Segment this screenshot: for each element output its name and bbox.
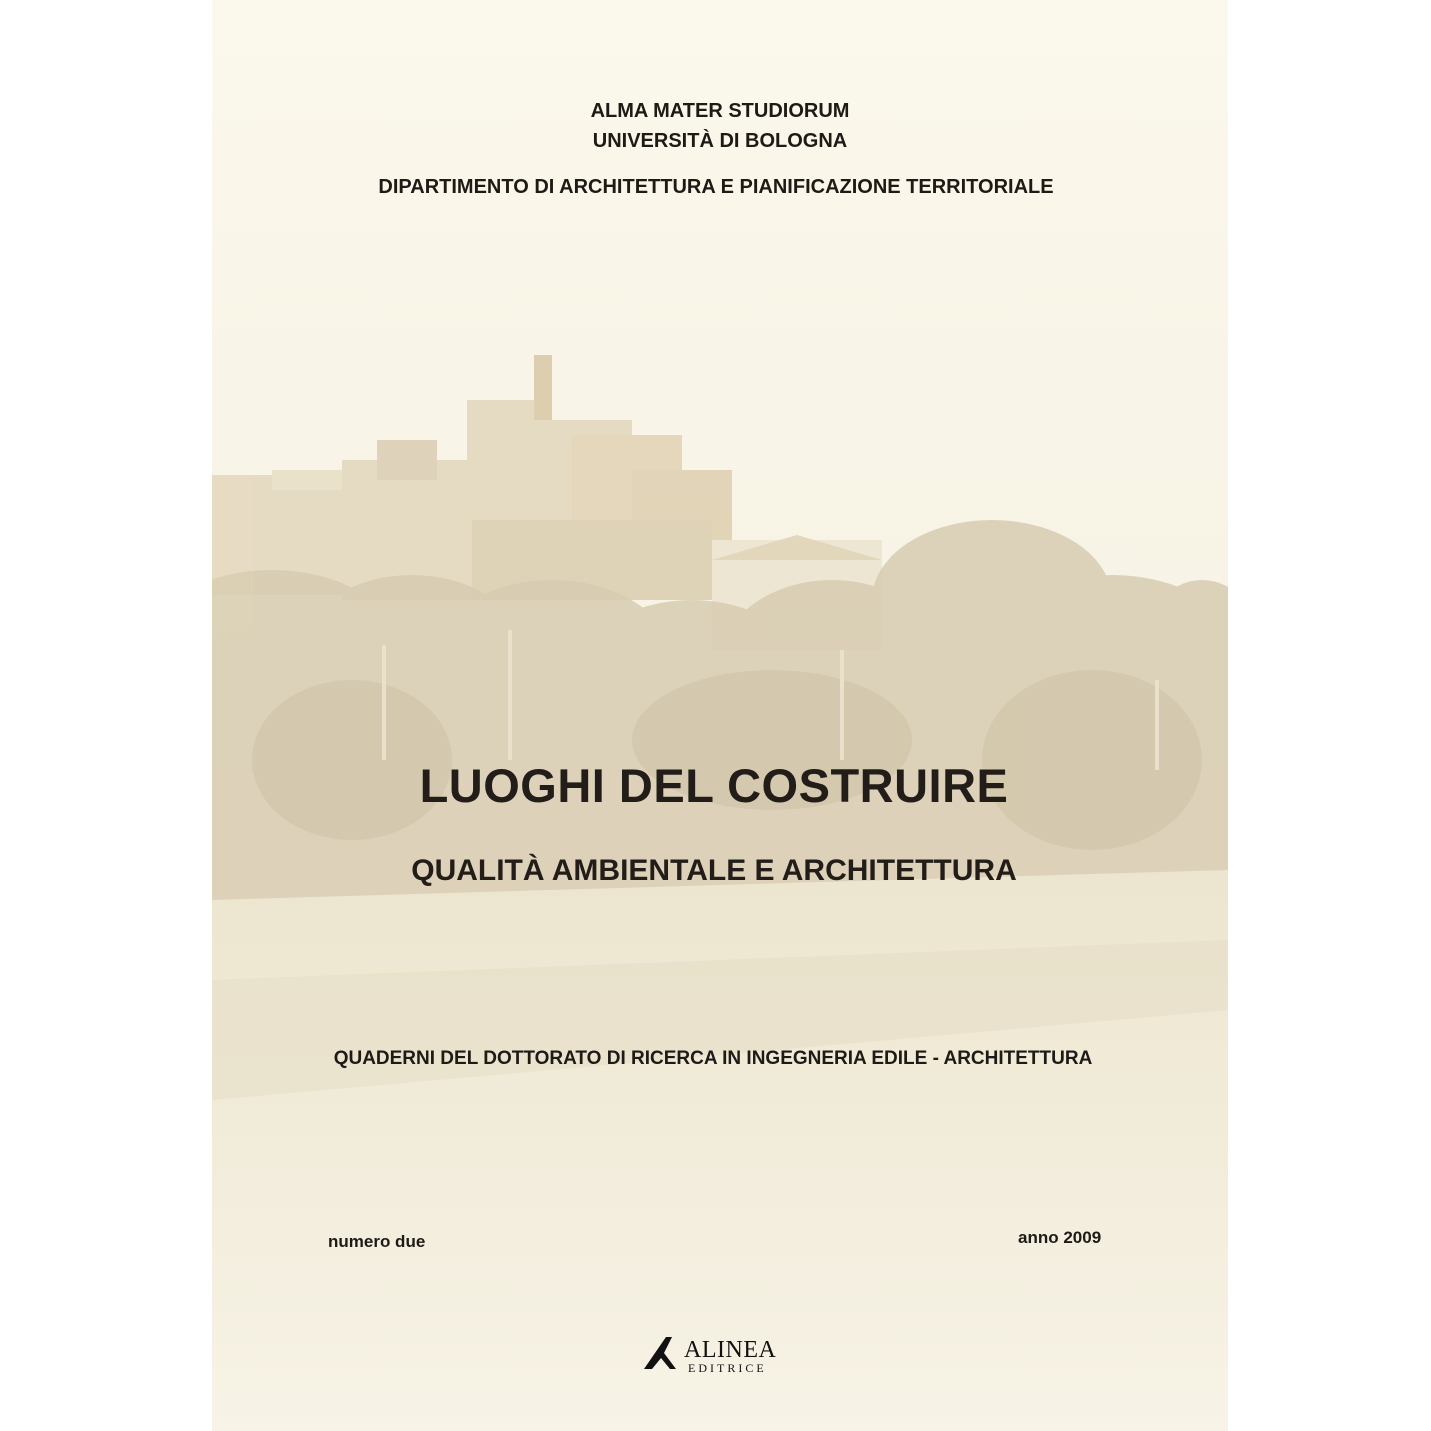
book-subtitle: QUALITÀ AMBIENTALE E ARCHITETTURA <box>411 854 1017 887</box>
book-title: LUOGHI DEL COSTRUIRE <box>419 759 1009 812</box>
publisher-a-mark-icon <box>642 1335 688 1375</box>
institution-line-1: ALMA MATER STUDIORUM <box>590 100 850 122</box>
series-name: QUADERNI DEL DOTTORATO DI RICERCA IN INGEGNERIA EDILE - ARCHITETTURA <box>333 1048 1093 1069</box>
publisher-subtitle: EDITRICE <box>688 1361 767 1375</box>
institution-line-2: UNIVERSITÀ DI BOLOGNA <box>592 130 848 152</box>
publisher-logo <box>642 1335 842 1385</box>
book-cover <box>212 0 1228 1431</box>
background-photo <box>212 0 1228 1431</box>
publisher-name: ALINEA <box>684 1337 777 1363</box>
department-name: DIPARTIMENTO DI ARCHITETTURA E PIANIFICAZIONE TERRITORIALE <box>378 176 1054 198</box>
issue-number: numero due <box>328 1232 426 1251</box>
issue-year: anno 2009 <box>1018 1228 1102 1247</box>
